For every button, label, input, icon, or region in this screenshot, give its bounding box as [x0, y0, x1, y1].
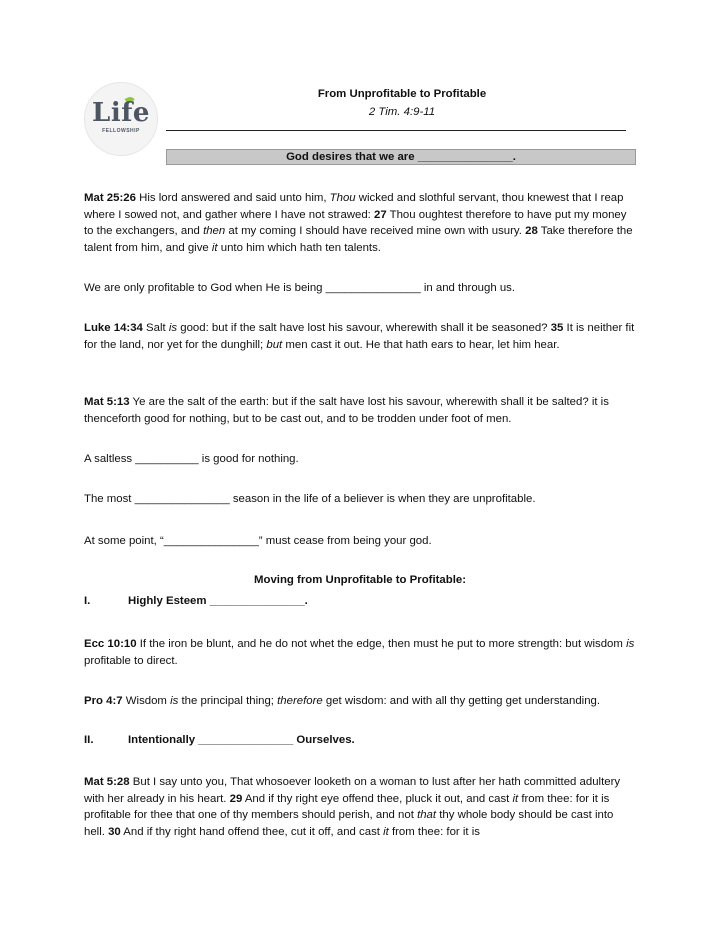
logo-subtitle: FELLOWSHIP	[102, 128, 140, 134]
outline-point-2	[84, 734, 355, 746]
section-heading: Moving from Unprofitable to Profitable:	[254, 574, 466, 586]
fill-in-god: At some point, “_______________” must cease from being your god.	[84, 535, 432, 547]
verse-luke-14-34: Luke 14:34 Salt is good: but if the salt have lost his savour, wherewith shall it be seasoned? 35 It is neither fit for the land, nor yet for the dunghill; but men cast it out. He that hath ears to hear, let him hear.	[84, 322, 635, 351]
logo-word: Life	[92, 98, 150, 128]
verse-mat-5-28: Mat 5:28 But I say unto you, That whosoever looketh on a woman to lust after her hath committed adultery with her already in his heart. 29 And if thy right eye offend thee, pluck it out, and cast it from thee: for it is profitable for thee that one of thy members should perish, and not that thy whole body should be cast into hell. 30 And if thy right hand offend thee, cut it off, and cast it from thee: for it is	[84, 776, 621, 838]
outline-point-1	[84, 595, 308, 607]
verse-pro-4-7: Pro 4:7 Wisdom is the principal thing; therefore get wisdom: and with all thy getting get understanding.	[84, 695, 601, 707]
outline-number: I.	[84, 595, 91, 607]
banner-statement: God desires that we are _______________.	[166, 149, 636, 165]
verse-ecc-10-10: Ecc 10:10 If the iron be blunt, and he do not whet the edge, then must he put to more strength: but wisdom is profitable to direct.	[84, 638, 635, 667]
outline-number: II.	[84, 734, 94, 746]
page-title: From Unprofitable to Profitable	[317, 88, 487, 100]
title-divider	[166, 130, 626, 131]
outline-text: Highly Esteem _______________.	[128, 595, 308, 607]
fill-in-season: The most _______________ season in the life of a believer is when they are unprofitable.	[84, 493, 536, 505]
verse-ref: Mat 25:26	[84, 192, 136, 204]
verse-ref: Ecc 10:10	[84, 638, 137, 650]
verse-ref: Pro 4:7	[84, 695, 123, 707]
verse-ref: Mat 5:28	[84, 776, 130, 788]
verse-mat-5-13: Mat 5:13 Ye are the salt of the earth: but if the salt have lost his savour, wherewith shall it be salted? it is thenceforth good for nothing, but to be cast out, and to be trodden under foot of men.	[84, 396, 609, 425]
verse-ref: Luke 14:34	[84, 322, 143, 334]
outline-text: Intentionally _______________ Ourselves.	[128, 734, 355, 746]
scripture-reference: 2 Tim. 4:9-11	[368, 106, 436, 118]
verse-mat-25-26: Mat 25:26 His lord answered and said unto him, Thou wicked and slothful servant, thou knewest that I reap where I sowed not, and gather where I have not strawed: 27 Thou oughtest therefore to have put my money to the exchangers, and then at my coming I should have received mine own with usury. 28 Take therefore the talent from him, and give it unto him which hath ten talents.	[84, 192, 633, 254]
verse-ref: Mat 5:13	[84, 396, 130, 408]
life-fellowship-logo	[84, 82, 158, 156]
fill-in-profitable: We are only profitable to God when He is being _______________ in and through us.	[84, 282, 516, 294]
fill-in-saltless: A saltless __________ is good for nothing.	[84, 453, 299, 465]
